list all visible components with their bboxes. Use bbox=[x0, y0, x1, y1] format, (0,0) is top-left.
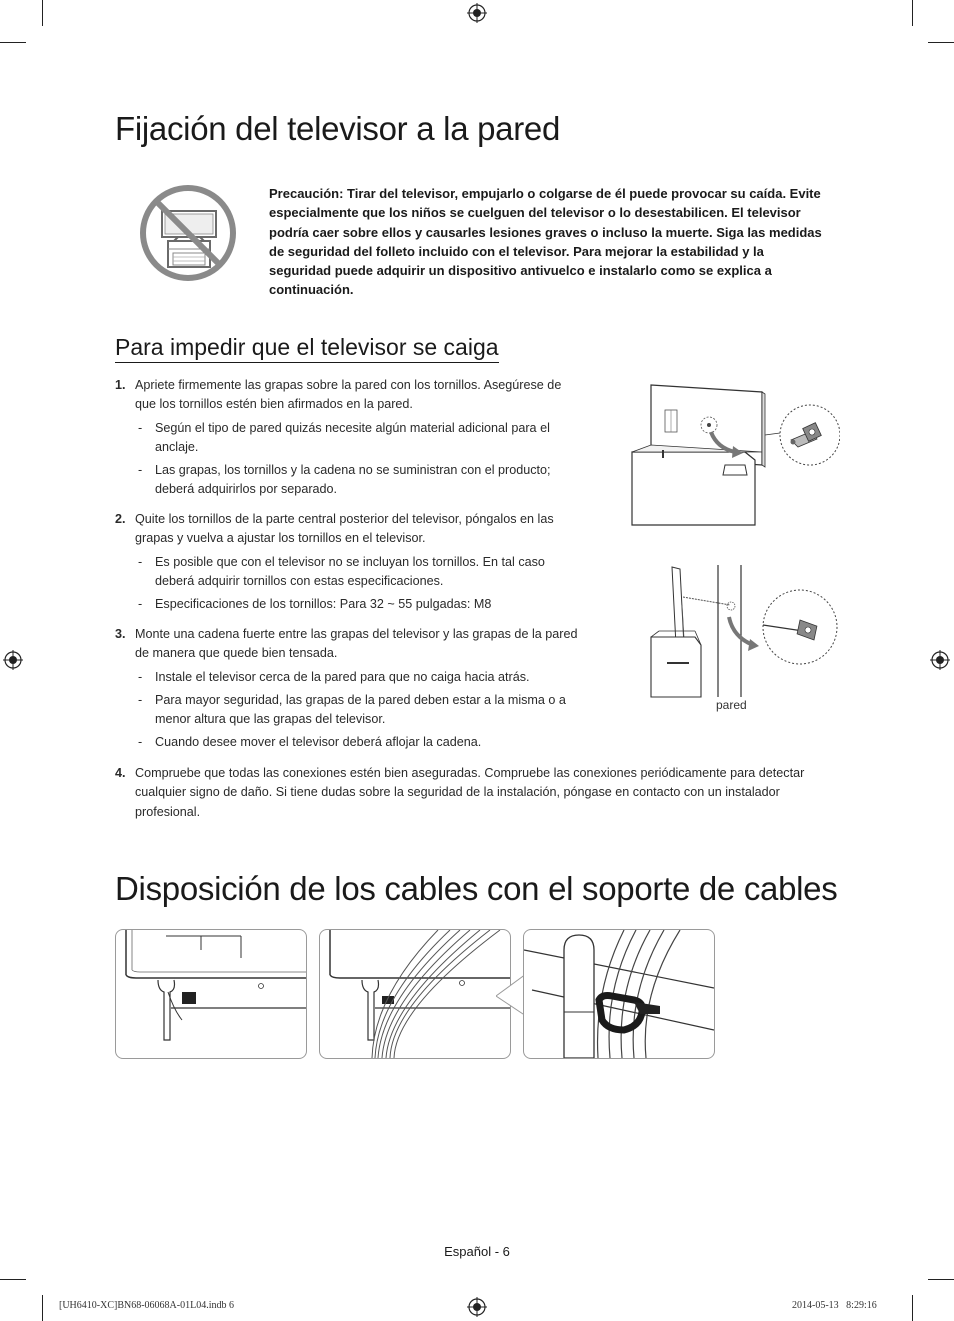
step-number: 4. bbox=[115, 766, 126, 780]
wall-chain-illustration bbox=[645, 565, 840, 700]
crop-mark bbox=[42, 0, 43, 26]
no-tv-climbing-icon bbox=[138, 183, 238, 283]
registration-mark-icon bbox=[467, 1297, 487, 1317]
page-number: Español - 6 bbox=[444, 1244, 510, 1259]
step-text: Quite los tornillos de la parte central posterior del televisor, póngalos en las grapas y vuelva a ajustar los tornillos en el televisor. bbox=[135, 512, 554, 546]
step-text: Compruebe que todas las conexiones estén bien aseguradas. Compruebe las conexiones periódicamente para detectar cualquier signo de daño. Si tiene dudas sobre la seguridad de la instalación, póngase en contacto con un instalador profesional. bbox=[135, 766, 805, 819]
cable-holder-closeup-icon bbox=[524, 930, 714, 1058]
step-number: 1. bbox=[115, 378, 126, 392]
step-note: - Según el tipo de pared quizás necesite algún material adicional para el anclaje. bbox=[138, 420, 550, 454]
step-note: - Especificaciones de los tornillos: Para 32 ~ 55 pulgadas: M8 bbox=[138, 597, 492, 612]
crop-mark bbox=[0, 1279, 26, 1280]
step-number: 2. bbox=[115, 512, 126, 526]
cable-panel-3 bbox=[523, 929, 715, 1059]
caution-text: Precaución: Tirar del televisor, empujarlo o colgarse de él puede provocar su caída. Evite especialmente que los niños se cuelguen del televisor o lo desestabilicen. El televisor podría caer sobre ellos y causarles lesiones graves o incluso la muerte. Siga las medidas de seguridad del folleto incluido con el televisor. Para mejorar la estabilidad y la seguridad puede adquirir un dispositivo antivuelco e instalarlo como se explica a continuación. bbox=[269, 186, 822, 298]
crop-mark bbox=[928, 1279, 954, 1280]
cable-bundle-icon bbox=[320, 930, 510, 1058]
step-note: - Instale el televisor cerca de la pared para que no caiga hacia atrás. bbox=[138, 669, 530, 684]
registration-mark-icon bbox=[3, 650, 23, 670]
file-name: [UH6410-XC]BN68-06068A-01L04.indb 6 bbox=[59, 1300, 234, 1311]
step-note: - Las grapas, los tornillos y la cadena no se suministran con el producto; deberá adquirirlos por separado. bbox=[138, 463, 551, 497]
tv-stand-icon bbox=[116, 930, 306, 1058]
step-item bbox=[115, 510, 585, 614]
registration-mark-icon bbox=[467, 3, 487, 23]
subsection-title: Para impedir que el televisor se caiga bbox=[115, 334, 499, 363]
page-title: Fijación del televisor a la pared bbox=[115, 110, 561, 147]
step-item bbox=[115, 625, 585, 753]
cable-panel-2 bbox=[319, 929, 511, 1059]
registration-mark-icon bbox=[930, 650, 950, 670]
tv-bracket-illustration bbox=[625, 380, 840, 530]
step-text: Monte una cadena fuerte entre las grapas del televisor y las grapas de la pared de manera que quede bien tensada. bbox=[135, 627, 578, 661]
step-item bbox=[115, 376, 585, 500]
cable-panel-1 bbox=[115, 929, 307, 1059]
figure-label: pared bbox=[716, 698, 747, 712]
step-note: - Para mayor seguridad, las grapas de la pared deben estar a la misma o a menor altura que las grapas del televisor. bbox=[138, 692, 566, 727]
crop-mark bbox=[912, 0, 913, 26]
section-title: Disposición de los cables con el soporte de cables bbox=[115, 870, 838, 907]
crop-mark bbox=[0, 42, 26, 43]
print-timestamp: 2014-05-13 8:29:16 bbox=[792, 1300, 877, 1311]
step-note: - Es posible que con el televisor no se incluyan los tornillos. En tal caso deberá adquirir tornillos con estas especificaciones. bbox=[138, 554, 545, 588]
step-item bbox=[115, 764, 835, 822]
crop-mark bbox=[42, 1295, 43, 1321]
step-note: - Cuando desee mover el televisor deberá aflojar la cadena. bbox=[138, 735, 482, 750]
crop-mark bbox=[928, 42, 954, 43]
step-text: Apriete firmemente las grapas sobre la pared con los tornillos. Asegúrese de que los tornillos estén bien afirmados en la pared. bbox=[135, 378, 562, 412]
crop-mark bbox=[912, 1295, 913, 1321]
step-number: 3. bbox=[115, 627, 126, 641]
